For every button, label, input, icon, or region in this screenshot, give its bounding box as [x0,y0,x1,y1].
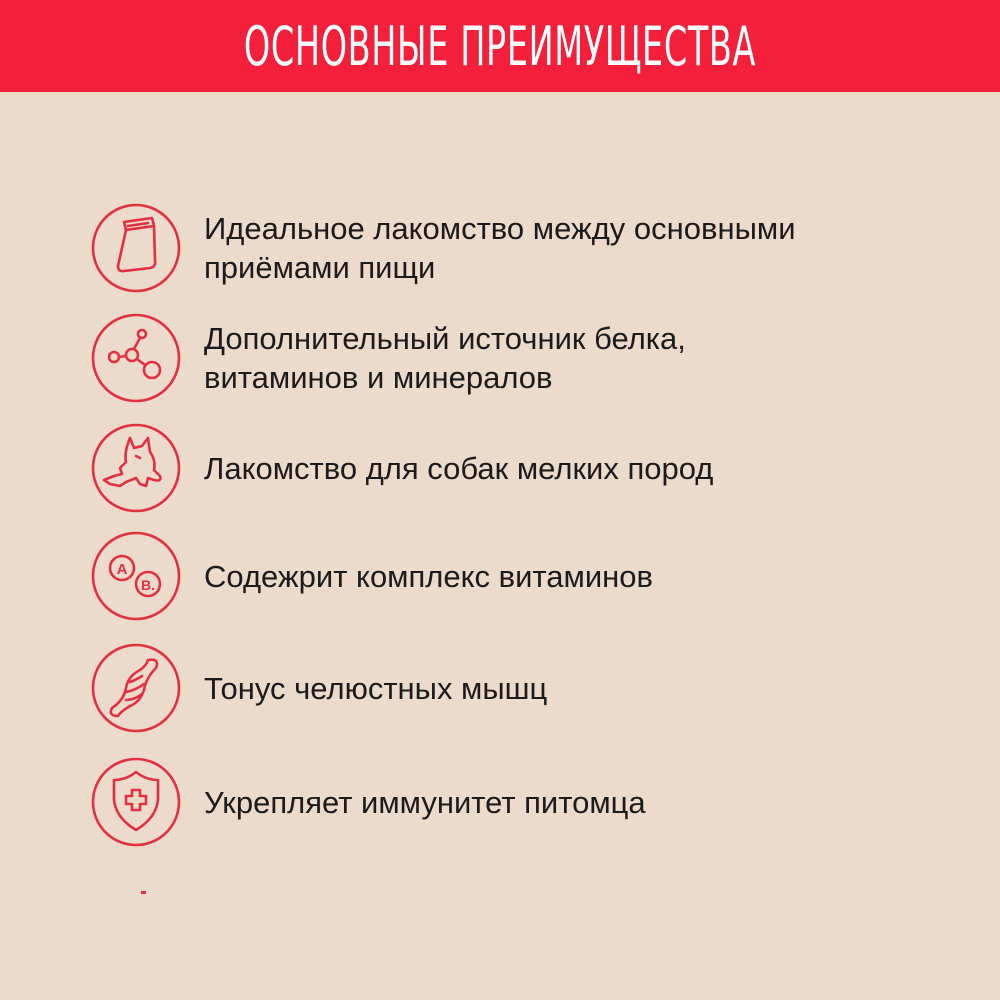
benefit-text [204,756,964,848]
benefit-text [204,202,964,294]
benefit-line: Лакомство для собак мелких пород [204,450,714,486]
benefit-line: витаминов и минералов [204,360,553,395]
benefit-text [204,422,964,514]
benefit-line: Идеальное лакомство между основными [204,211,796,246]
page-title: ОСНОВНЫЕ ПРЕИМУЩЕСТВА [243,14,757,78]
benefit-item [90,312,970,404]
vitamin-b-label: B. [141,577,155,593]
benefit-item [90,422,970,514]
benefit-item [90,642,970,734]
header-banner [0,0,1000,92]
small-dog-icon [90,422,182,514]
vitamin-a-label: A [116,561,128,578]
vitamins-icon [90,530,182,622]
molecule-icon [90,312,182,404]
benefit-line: Укрепляет иммунитет питомца [204,784,646,820]
benefit-line: Содежрит комплекс витаминов [204,558,653,594]
benefit-line: приёмами пищи [204,250,436,285]
muscle-icon [90,642,182,734]
benefit-item [90,530,970,622]
benefit-item [90,756,970,848]
benefit-text [204,642,964,734]
benefit-item [90,202,970,294]
benefit-line: Дополнительный источник белка, [204,321,686,356]
benefit-text [204,530,964,622]
benefit-text [204,312,964,404]
shield-cross-icon [90,756,182,848]
decorative-dot [141,891,146,894]
benefit-line: Тонус челюстных мышц [204,670,548,706]
treat-pack-icon [90,202,182,294]
